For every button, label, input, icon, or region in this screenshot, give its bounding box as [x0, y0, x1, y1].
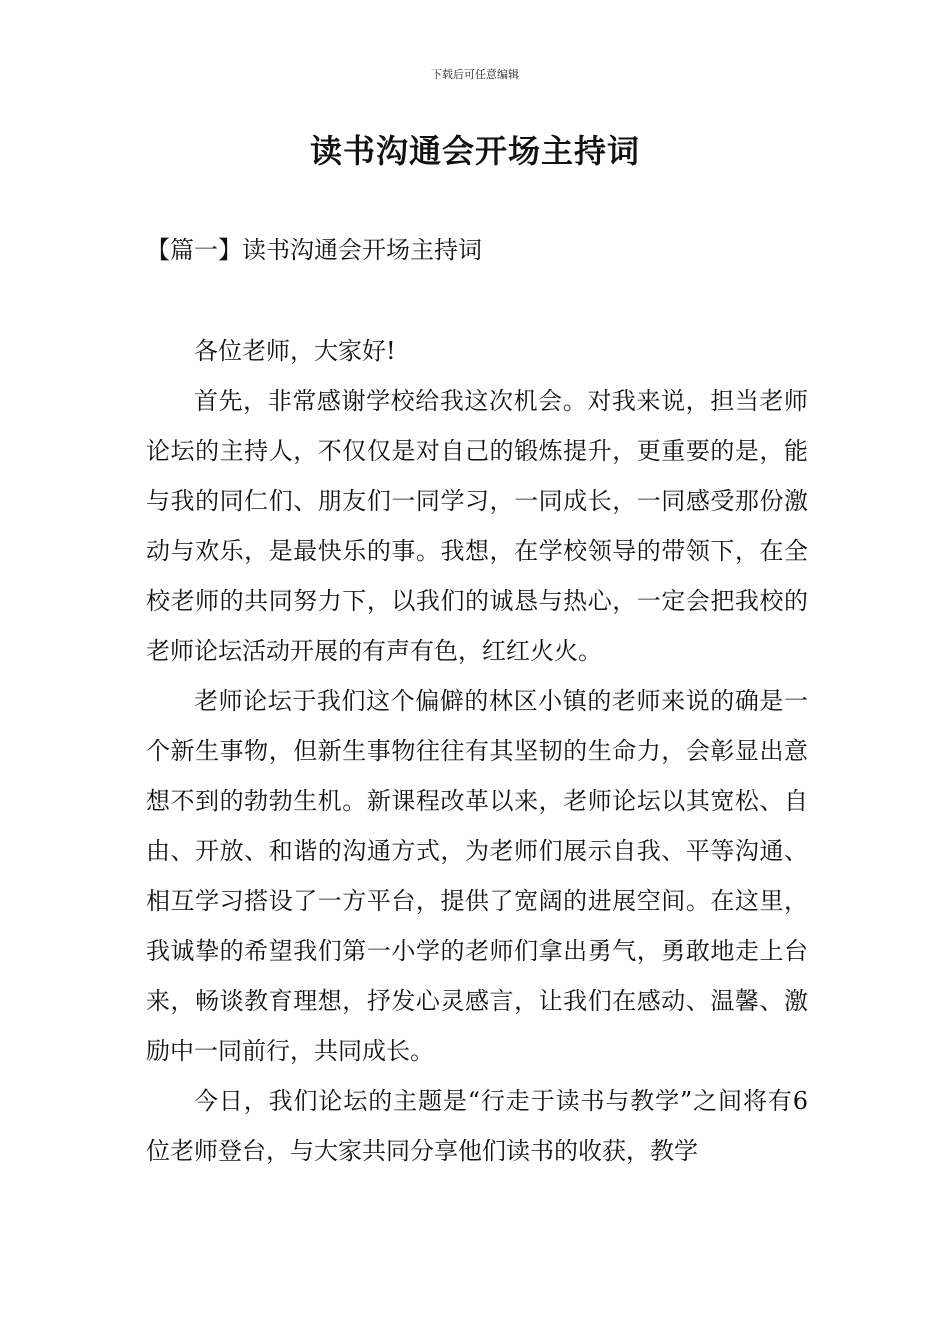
- paragraph: 首先，非常感谢学校给我这次机会。对我来说，担当老师论坛的主持人，不仅仅是对自己的锻炼提升，更重要的是，能与我的同仁们、朋友们一同学习，一同成长，一同感受那份激动与欢乐，是最快乐的事。我想，在学校领导的带领下，在全校老师的共同努力下，以我们的诚恳与热心，一定会把我校的老师论坛活动开展的有声有色，红红火火。: [146, 387, 808, 665]
- header-note: 下载后可任意编辑: [431, 68, 519, 81]
- document-body: [146, 326, 808, 1176]
- paragraph: 老师论坛于我们这个偏僻的林区小镇的老师来说的确是一个新生事物，但新生事物往往有其坚韧的生命力，会彰显出意想不到的勃勃生机。新课程改革以来，老师论坛以其宽松、自由、开放、和谐的沟通方式，为老师们展示自我、平等沟通、相互学习搭设了一方平台，提供了宽阔的进展空间。在这里，我诚挚的希望我们第一小学的老师们拿出勇气，勇敢地走上台来，畅谈教育理想，抒发心灵感言，让我们在感动、温馨、激励中一同前行，共同成长。: [146, 687, 808, 1065]
- paragraph: 各位老师，大家好!: [194, 337, 396, 365]
- section-heading: 【篇一】读书沟通会开场主持词: [146, 236, 482, 264]
- paragraph: 今日，我们论坛的主题是“行走于读书与教学”之间将有6位老师登台，与大家共同分享他们读书的收获，教学: [146, 1087, 808, 1165]
- document-title: 读书沟通会开场主持词: [309, 132, 640, 170]
